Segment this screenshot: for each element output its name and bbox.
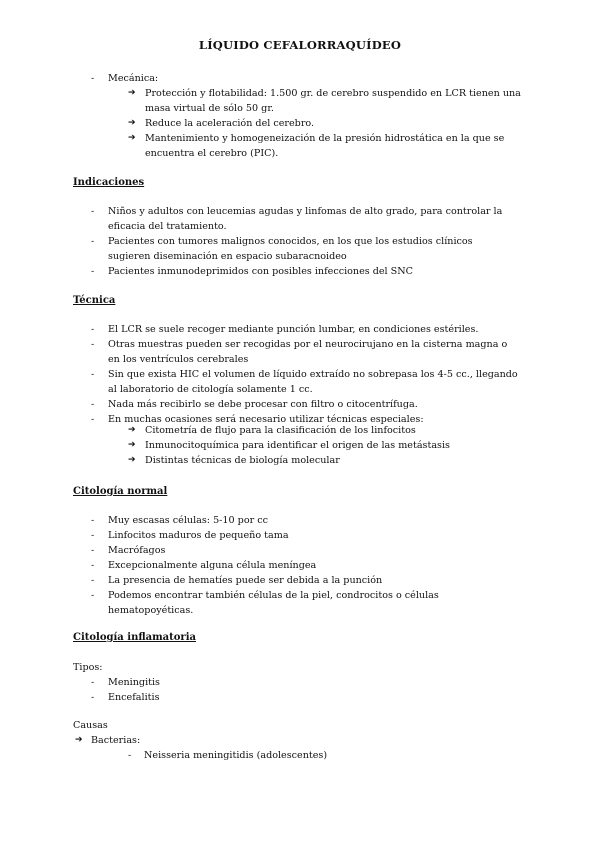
- mecanica-sublist: [127, 86, 527, 161]
- list-item: - La presencia de hematíes puede ser debida a la punción: [0, 573, 518, 588]
- mecanica-list: [0, 71, 518, 86]
- list-item: ➔ Protección y flotabilidad: 1.500 gr. de cerebro suspendido en LCR tienen una masa virtual de sólo 50 gr.: [127, 86, 527, 116]
- list-item: - Macrófagos: [0, 543, 518, 558]
- list-item: - En muchas ocasiones será necesario utilizar técnicas especiales:: [0, 412, 518, 427]
- list-item: - Meningitis: [0, 675, 518, 690]
- list-item: ➔ Citometría de flujo para la clasificación de los linfocitos: [127, 423, 527, 438]
- page-title: LÍQUIDO CEFALORRAQUÍDEO: [198, 38, 402, 52]
- bacterias-block: [73, 733, 473, 748]
- tipos-label: Tipos:: [73, 662, 103, 673]
- list-item: - Niños y adultos con leucemias agudas y linfomas de alto grado, para controlar la eficacia del tratamiento.: [0, 204, 518, 234]
- mecanica-label: - Mecánica:: [0, 71, 518, 86]
- list-item: - Linfocitos maduros de pequeño tama: [0, 528, 518, 543]
- list-item: - Neisseria meningitidis (adolescentes): [144, 748, 327, 763]
- bacterias-label: ➔ Bacterias:: [73, 733, 473, 748]
- list-item: - Otras muestras pueden ser recogidas por el neurocirujano en la cisterna magna o en los ventrículos cerebrales: [0, 337, 518, 367]
- list-item: - Muy escasas células: 5-10 por cc: [0, 513, 518, 528]
- list-item: - Sin que exista HIC el volumen de líquido extraído no sobrepasa los 4-5 cc., llegando al laboratorio de citología solamente 1 cc.: [0, 367, 518, 397]
- section-heading-tecnica: Técnica: [73, 295, 116, 306]
- causas-label: Causas: [73, 720, 108, 731]
- list-item: - Pacientes con tumores malignos conocidos, en los que los estudios clínicos sugieren diseminación en espacio subaracnoideo: [0, 234, 518, 264]
- list-item: - Nada más recibirlo se debe procesar con filtro o citocentrífuga.: [0, 397, 518, 412]
- list-item: - Podemos encontrar también células de la piel, condrocitos o células hematopoyéticas.: [0, 588, 518, 618]
- list-item: ➔ Distintas técnicas de biología molecular: [127, 453, 527, 468]
- section-heading-indicaciones: Indicaciones: [73, 177, 145, 188]
- list-item: ➔ Reduce la aceleración del cerebro.: [127, 116, 527, 131]
- list-item: ➔ Inmunocitoquímica para identificar el origen de las metástasis: [127, 438, 527, 453]
- citologia-normal-list: [0, 513, 518, 618]
- tipos-list: [0, 675, 518, 705]
- list-item: - Encefalitis: [0, 690, 518, 705]
- list-item: - Excepcionalmente alguna célula meníngea: [0, 558, 518, 573]
- list-item: ➔ Mantenimiento y homogeneización de la presión hidrostática en la que se encuentra el cerebro (PIC).: [127, 131, 527, 161]
- list-item: - Pacientes inmunodeprimidos con posibles infecciones del SNC: [0, 264, 518, 279]
- section-heading-citologia-inflamatoria: Citología inflamatoria: [73, 632, 196, 643]
- indicaciones-list: [0, 204, 518, 279]
- tecnica-list: [0, 322, 518, 427]
- section-heading-citologia-normal: Citología normal: [73, 486, 168, 497]
- tecnica-sublist: [127, 423, 527, 468]
- list-item: - El LCR se suele recoger mediante punción lumbar, en condiciones estériles.: [0, 322, 518, 337]
